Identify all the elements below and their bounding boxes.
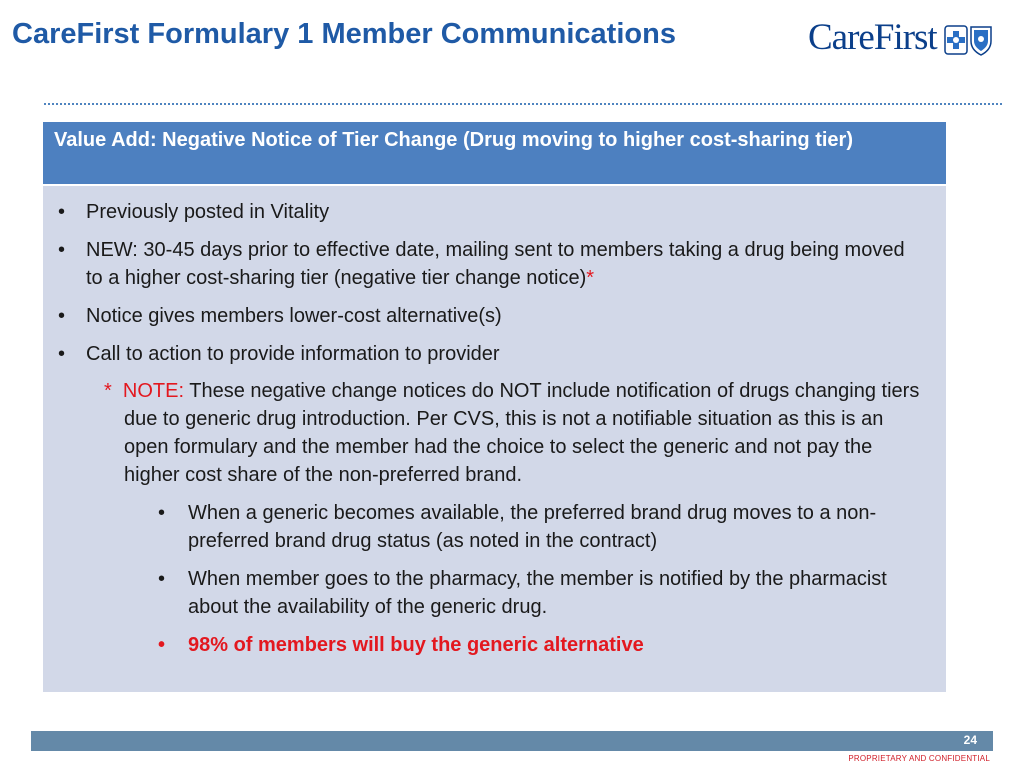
list-item-text: Call to action to provide information to provider [86, 343, 500, 365]
bullet-dot: • [58, 201, 66, 223]
note-asterisk: * [104, 380, 112, 402]
panel-header-text: Value Add: Negative Notice of Tier Change (Drug moving to higher cost-sharing tier) [54, 129, 853, 151]
slide-title: CareFirst Formulary 1 Member Communications [12, 18, 676, 50]
bullet-dot: • [158, 634, 166, 656]
bullet-list [43, 198, 946, 669]
sub-list-item [43, 499, 928, 555]
note-label: NOTE: [122, 380, 185, 402]
carefirst-logo [808, 16, 998, 60]
list-item-text: Notice gives members lower-cost alternative(s) [86, 305, 502, 327]
bullet-dot: • [58, 239, 66, 261]
list-item [43, 340, 906, 368]
panel-header [43, 122, 946, 186]
sub-list-item [43, 565, 928, 621]
note-paragraph [43, 377, 924, 489]
sub-list-item-text: When a generic becomes available, the preferred brand drug moves to a non-preferred brand drug status (as noted in the contract) [188, 502, 877, 552]
sub-list-item-text: 98% of members will buy the generic alternative [188, 634, 644, 656]
sub-list-item-highlight [43, 631, 928, 659]
note-text: These negative change notices do NOT include notification of drugs changing tiers due to generic drug introduction. Per CVS, this is not a notifiable situation as this is an open formulary and the member had the choice to select the generic and not pay the higher cost share of the non-preferred brand. [124, 380, 920, 486]
blue-cross-blue-shield-icon [943, 24, 995, 58]
page-number: 24 [963, 733, 977, 747]
list-item-text: NEW: 30-45 days prior to effective date, mailing sent to members taking a drug being moved to a higher cost-sharing tier (negative tier change notice) [86, 239, 905, 289]
content-panel [43, 122, 946, 692]
confidential-label: PROPRIETARY AND CONFIDENTIAL [848, 754, 990, 763]
title-divider [44, 103, 1002, 105]
list-item [43, 302, 906, 330]
sub-list-item-text: When member goes to the pharmacy, the member is notified by the pharmacist about the availability of the generic drug. [188, 568, 887, 618]
footnote-asterisk: * [586, 267, 595, 289]
list-item [43, 236, 906, 292]
footer-bar [31, 731, 993, 751]
logo-wordmark: CareFirst [808, 17, 937, 58]
list-item-text: Previously posted in Vitality [86, 201, 330, 223]
list-item [43, 198, 906, 226]
bullet-dot: • [158, 502, 166, 524]
bullet-dot: • [58, 343, 66, 365]
bullet-dot: • [58, 305, 66, 327]
bullet-dot: • [158, 568, 166, 590]
